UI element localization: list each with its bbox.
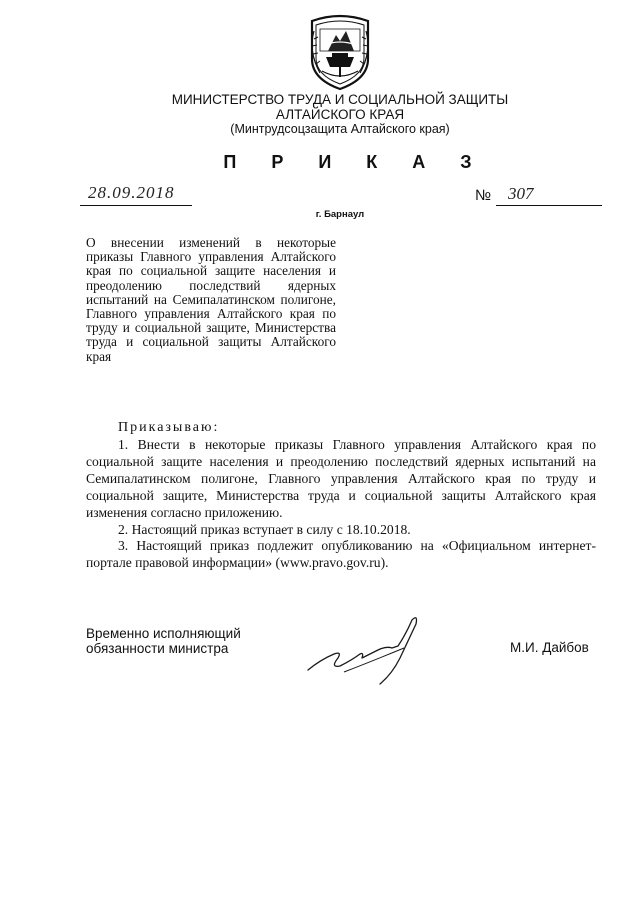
ministry-name-line1: МИНИСТЕРСТВО ТРУДА И СОЦИАЛЬНОЙ ЗАЩИТЫ (171, 92, 509, 107)
document-subject: О внесении изменений в некоторые приказы Главного управления Алтайского края по социальной защите населения и преодолению последствий ядерных испытаний на Семипалатинском полигоне, Главного управления Алтайского края по труду и социальной защите, Министерства труда и социальной защиты Алтайского края (86, 235, 336, 364)
order-item-1: 1. Внести в некоторые приказы Главного управления Алтайского края по социальной защите населения и преодолению последствий ядерных испытаний на Семипалатинском полигоне, Главного управления Алтайского края по труду и социальной защите, Министерства труда и социальной защиты Алтайского края изменения согласно приложению. (86, 437, 596, 520)
document-date: 28.09.2018 (88, 183, 175, 202)
order-body (86, 437, 596, 572)
signatory-title (86, 626, 241, 656)
number-label: № (475, 187, 492, 204)
document-type-title: П Р И К А З (223, 152, 487, 172)
order-word: Приказываю: (118, 420, 220, 435)
number-underline (496, 205, 602, 206)
ministry-short-name: (Минтрудсоцзащита Алтайского края) (230, 122, 450, 136)
signatory-title-line2: обязанности министра (86, 641, 229, 656)
coat-of-arms-emblem (306, 11, 374, 91)
date-underline (80, 205, 192, 206)
document-number: 307 (508, 184, 534, 203)
city-label: г. Барнаул (315, 209, 365, 220)
handwritten-signature (300, 610, 440, 695)
signatory-name: М.И. Дайбов (510, 640, 589, 655)
order-item-2: 2. Настоящий приказ вступает в силу с 18.10.2018. (118, 521, 411, 537)
order-item-3: 3. Настоящий приказ подлежит опубликованию на «Официальном интернет-портале правовой информации» (www.pravo.gov.ru). (86, 538, 596, 571)
ministry-name-line2: АЛТАЙСКОГО КРАЯ (275, 107, 405, 122)
ministry-header (140, 92, 540, 137)
signatory-title-line1: Временно исполняющий (86, 626, 241, 641)
